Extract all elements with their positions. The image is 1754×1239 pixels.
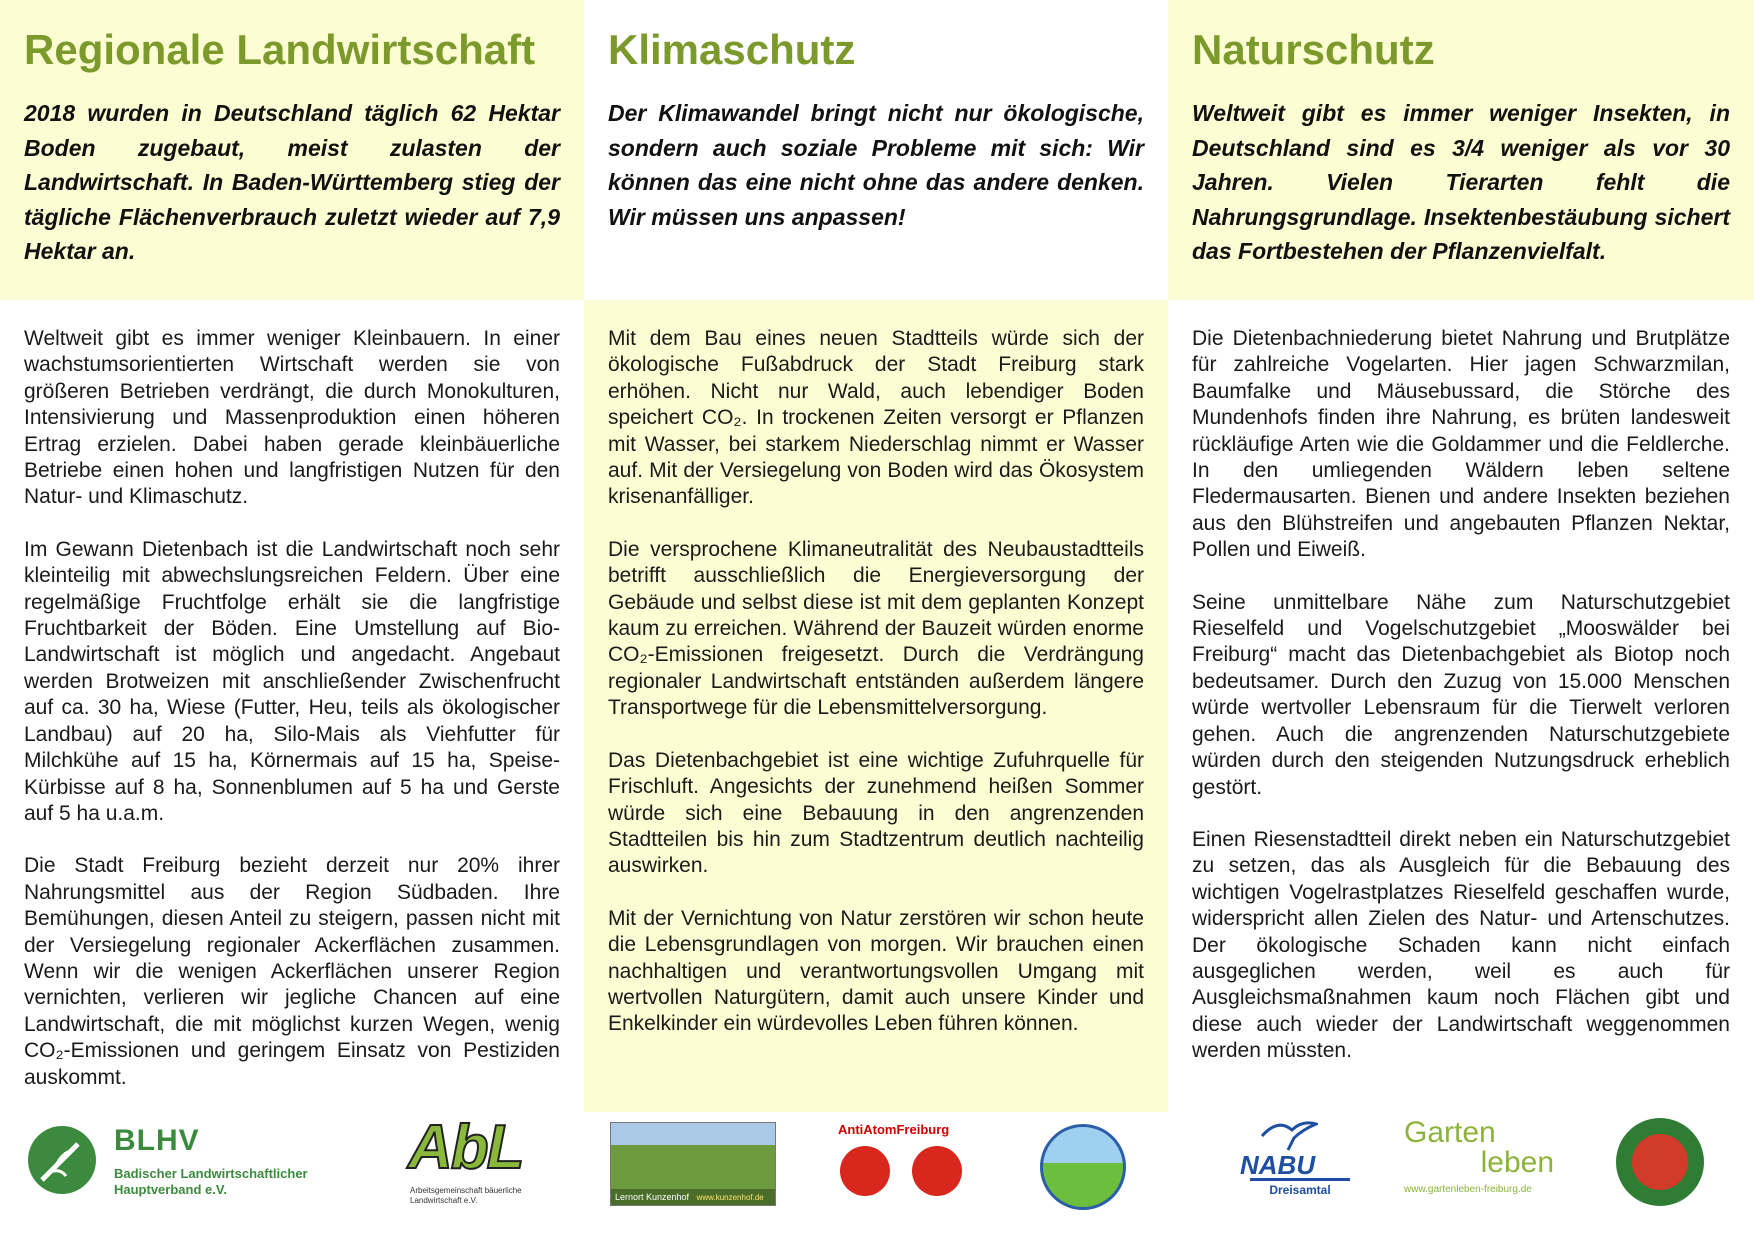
- column-title: Naturschutz: [1192, 26, 1435, 73]
- landscape-circle-logo-icon: [1040, 1124, 1126, 1210]
- abl-logo-subtitle: Arbeitsgemeinschaft bäuerliche Landwirtschaft e.V.: [410, 1186, 522, 1205]
- gartenleben-url: www.gartenleben-freiburg.de: [1404, 1184, 1532, 1195]
- body-paragraph: Im Gewann Dietenbach ist die Landwirtschaft noch sehr kleinteilig mit abwechslungsreichen Feldern. Über eine regelmäßige Fruchtfolge erhält sie die langfristige Fruchtbarkeit der Böden. Eine Umstellung auf Bio-Landwirtschaft ist möglich und angedacht. Angebaut werden Brotweizen mit anschließender Zwischenfrucht auf ca. 30 ha, Wiese (Futter, Heu, teils als ökologischer Landbau) auf 20 ha, Silo-Mais als Viehfutter für Milchkühe auf 15 ha, Körnermais auf 15 ha, Speise-Kürbisse auf 8 ha, Sonnenblumen auf 5 ha und Gerste auf 5 ha u.a.m.: [24, 537, 560, 825]
- gartenleben-line2: leben: [1480, 1146, 1554, 1179]
- column-lead: Weltweit gibt es immer weniger Insekten, in Deutschland sind es 3/4 weniger als vor 30 Jahren. Vielen Tierarten fehlt die Nahrungsgrundlage. Insektenbestäubung sichert das Fortbestehen der Pflanzenvielfalt.: [1192, 100, 1730, 264]
- column-naturschutz: [1168, 0, 1754, 1112]
- nabu-logo-name: NABU: [1240, 1150, 1316, 1180]
- column-body: [608, 326, 1144, 1064]
- body-paragraph: Das Dietenbachgebiet ist eine wichtige Zufuhrquelle für Frischluft. Angesichts der zunehmend heißen Sommer würde sich eine Bebauung in den angrenzenden Stadtteilen bis hin zum Stadtzentrum deutlich nachteilig auswirken.: [608, 748, 1144, 878]
- body-paragraph: Die versprochene Klimaneutralität des Neubaustadtteils betrifft ausschließlich die Energieversorgung der Gebäude und selbst diese ist mit dem geplanten Konzept kaum zu erreichen. Während der Bauzeit würden enorme CO₂-Emissionen freigesetzt. Durch die Verdrängung regionaler Landwirtschaft entständen außerdem längere Transportwege für die Lebensmittelversorgung.: [608, 537, 1144, 720]
- kunzenhof-photo-logo: [610, 1122, 776, 1206]
- column-klimaschutz: [584, 0, 1168, 1112]
- kunzenhof-url: www.kunzenhof.de: [696, 1193, 764, 1202]
- antiatom-logo-name: AntiAtomFreiburg: [838, 1122, 950, 1137]
- kunzenhof-caption: Lernort Kunzenhof: [615, 1192, 690, 1202]
- column-title: Klimaschutz: [608, 26, 856, 73]
- blhv-wheat-logo-icon: [28, 1126, 96, 1194]
- column-regionale-landwirtschaft: [0, 0, 584, 1112]
- sponsor-logos-row: [0, 1112, 1754, 1239]
- abl-logo-name: AbL: [408, 1113, 523, 1182]
- gartenleben-line1: Garten: [1404, 1116, 1496, 1149]
- nabu-logo-subtitle: Dreisamtal: [1250, 1178, 1350, 1197]
- agus-logo-center: [1632, 1134, 1688, 1190]
- column-body: [1192, 326, 1730, 1091]
- stork-icon: [1258, 1116, 1318, 1152]
- body-paragraph: Mit der Vernichtung von Natur zerstören wir schon heute die Lebensgrundlagen von morgen. Wir brauchen einen nachhaltigen und verantwortungsvollen Umgang mit wertvollen Naturgütern, damit auch unsere Kinder und Enkelkinder ein würdevolles Leben führen können.: [608, 906, 1144, 1036]
- body-paragraph: Mit dem Bau eines neuen Stadtteils würde sich der ökologische Fußabdruck der Stadt Freiburg stark erhöhen. Nicht nur Wald, auch lebendiger Boden speichert CO₂. In trockenen Zeiten versorgt er Pflanzen mit Wasser, bei starkem Niederschlag nimmt er Wasser auf. Mit der Versiegelung von Boden wird das Ökosystem krisenanfälliger.: [608, 327, 1144, 509]
- body-paragraph: Die Stadt Freiburg bezieht derzeit nur 20% ihrer Nahrungsmittel aus der Region Südbaden. Ihre Bemühungen, diesen Anteil zu steigern, passen nicht mit der Versiegelung regionaler Ackerflächen zusammen. Wenn wir die wenigen Ackerflächen unserer Region vernichten, verlieren wir jegliche Chancen auf eine Landwirtschaft, die mit möglichst kurzen Wegen, wenig CO₂-Emissionen und geringem Einsatz von Pestiziden auskommt.: [24, 854, 560, 1089]
- body-paragraph: Seine unmittelbare Nähe zum Naturschutzgebiet Rieselfeld und Vogelschutzgebiet „Mooswälder bei Freiburg“ macht das Dietenbachgebiet als Biotop noch bedeutsamer. Durch den Zuzug von 15.000 Menschen würde wertvoller Lebensraum für die Tierwelt verloren gehen. Auch die angrenzenden Naturschutzgebiete würden durch den steigenden Nutzungsdruck erheblich gestört.: [1192, 590, 1730, 799]
- blhv-logo-name: BLHV: [114, 1124, 200, 1157]
- body-paragraph: Weltweit gibt es immer weniger Kleinbauern. In einer wachstumsorientierten Wirtschaft werden sie von größeren Betrieben verdrängt, die durch Monokulturen, Intensivierung und Massenproduktion einen höheren Ertrag erzielen. Dabei haben gerade kleinbäuerliche Betriebe einen hohen und langfristigen Nutzen für den Natur- und Klimaschutz.: [24, 327, 560, 509]
- agus-logo-icon: [1616, 1118, 1704, 1206]
- column-lead: 2018 wurden in Deutschland täglich 62 Hektar Boden zugebaut, meist zulasten der Landwirtschaft. In Baden-Württemberg stieg der tägliche Flächenverbrauch zuletzt wieder auf 7,9 Hektar an.: [24, 100, 560, 264]
- antiatom-sun-icon: [912, 1146, 962, 1196]
- kunzenhof-sky: [611, 1123, 775, 1145]
- body-paragraph: Einen Riesenstadtteil direkt neben ein Naturschutzgebiet zu setzen, das als Ausgleich für die Bebauung des wichtigen Vogelrastplatzes Rieselfeld geschaffen wurde, widerspricht allen Zielen des Natur- und Artenschutzes. Der ökologische Schaden kann nicht einfach ausgeglichen werden, weil es auch für Ausgleichsmaßnahmen kaum noch Flächen gibt und diese auch wieder der Landwirtschaft weggenommen werden müssten.: [1192, 827, 1730, 1063]
- blhv-logo-subtitle: Badischer Landwirtschaftlicher Hauptverband e.V.: [114, 1166, 308, 1197]
- column-lead: Der Klimawandel bringt nicht nur ökologische, sondern auch soziale Probleme mit sich: Wir können das eine nicht ohne das andere denken. Wir müssen uns anpassen!: [608, 100, 1144, 230]
- kunzenhof-caption-bar: [611, 1189, 775, 1205]
- column-title: Regionale Landwirtschaft: [24, 26, 536, 73]
- body-paragraph: Die Dietenbachniederung bietet Nahrung und Brutplätze für zahlreiche Vogelarten. Hier jagen Schwarzmilan, Baumfalke und Mäusebussard, die Störche des Mundenhofs finden ihre Nahrung, es brüten landesweit rückläufige Arten wie die Goldammer und die Feldlerche. In den umliegenden Wäldern leben seltene Fledermausarten. Bienen und andere Insekten beziehen aus den Blühstreifen und angebauten Pflanzen Nektar, Pollen und Eiweiß.: [1192, 327, 1730, 562]
- column-body: [24, 326, 560, 1117]
- antiatom-sun-icon: [840, 1146, 890, 1196]
- gartenleben-logo-name: [1404, 1118, 1554, 1178]
